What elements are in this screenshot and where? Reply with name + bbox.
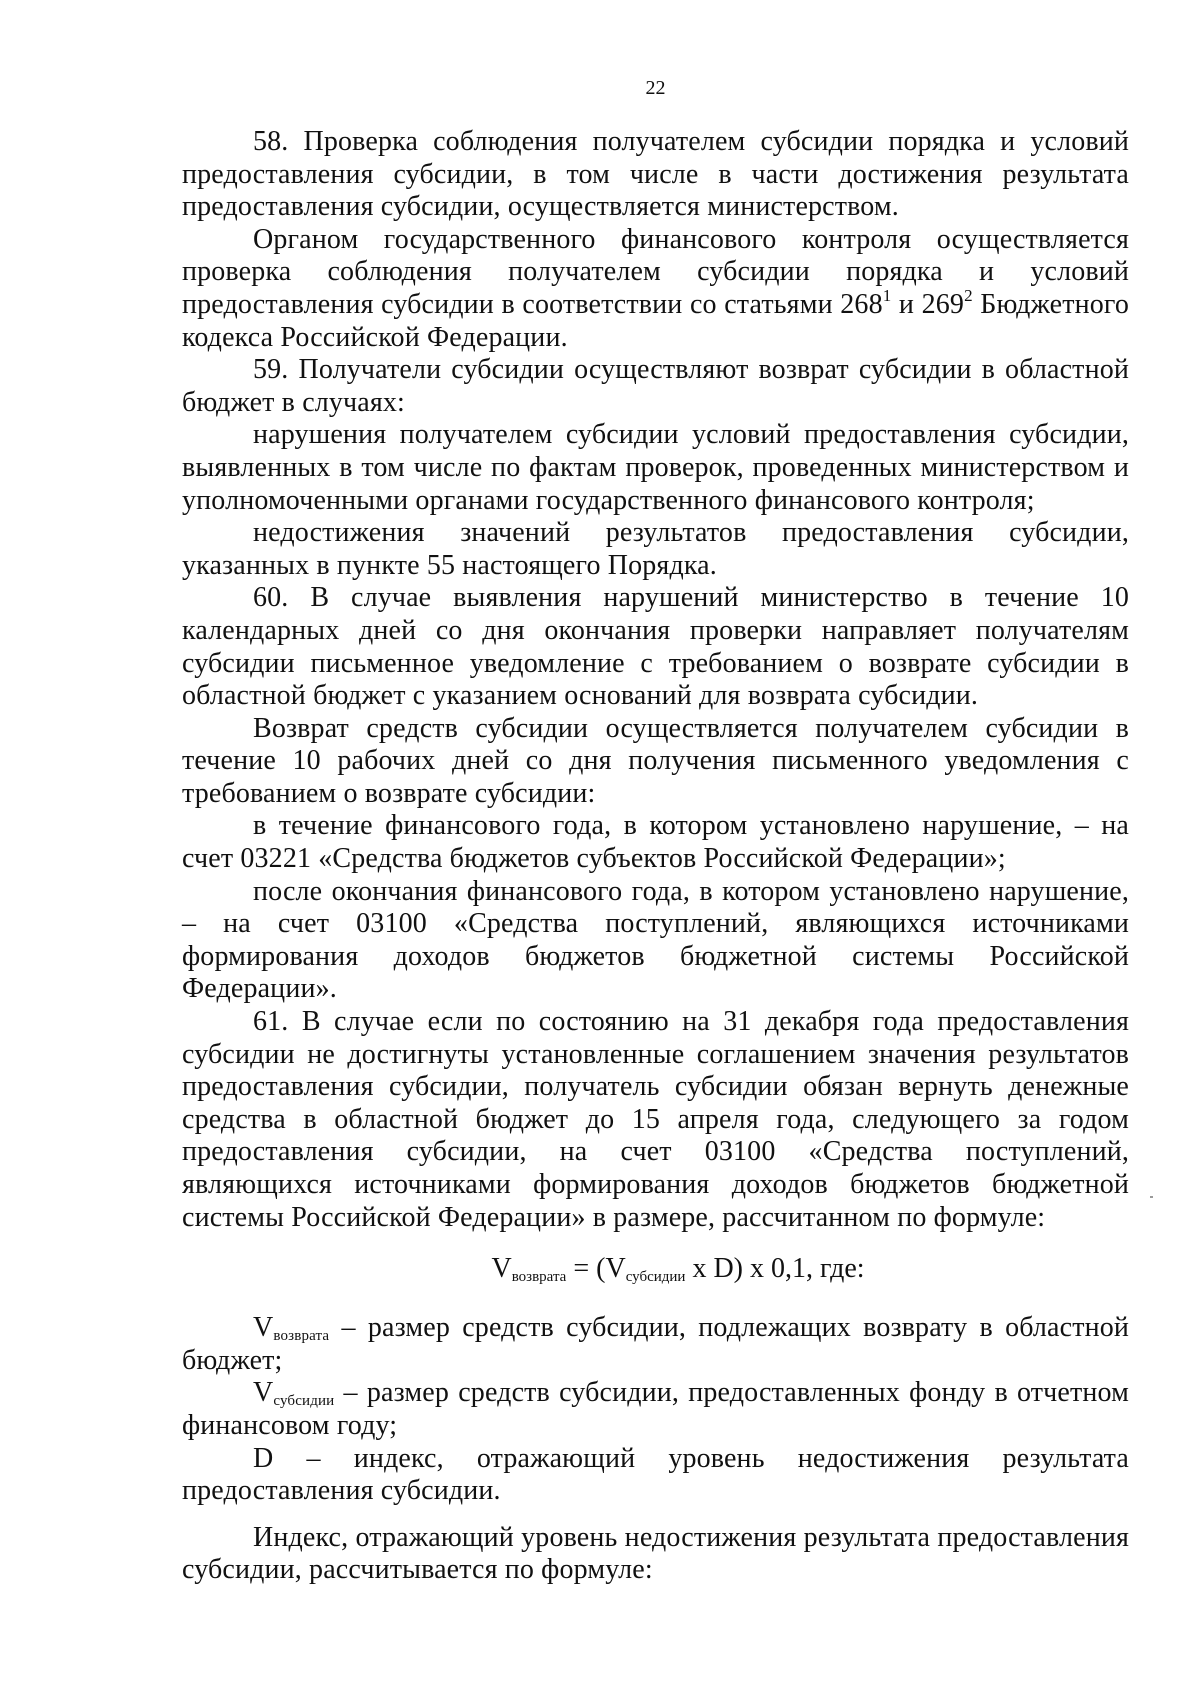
definition-v-return-symbol: V [253, 1312, 274, 1344]
paragraph-58: 58. Проверка соблюдения получателем субсидии порядка и условий предоставления субсидии, в том числе в части достижения результата предоставления субсидии, осуществляется министерством. [182, 126, 1129, 223]
superscript-2: 2 [964, 285, 973, 305]
paragraph-60-return: Возврат средств субсидии осуществляется получателем субсидии в течение 10 рабочих дней со дня получения письменного уведомления с требованием о возврате субсидии: [182, 712, 1129, 809]
paragraph-59: 59. Получатели субсидии осуществляют возврат субсидии в областной бюджет в случаях: [182, 354, 1129, 418]
definition-v-subsidy-text: – размер средств субсидии, предоставленных фонду в отчетном финансовом году; [182, 1377, 1129, 1441]
definition-index-d: D – индекс, отражающий уровень недостижения результата предоставления субсидии. [182, 1442, 1129, 1507]
paragraph-59-case-nonachievement: недостижения значений результатов предоставления субсидии, указанных в пункте 55 настоящего Порядка. [182, 517, 1129, 581]
formula-v-subsidy-subscript: субсидии [625, 1269, 686, 1286]
formula-equals: = (V [566, 1253, 626, 1285]
paragraph-59-case-violation: нарушения получателем субсидии условий предоставления субсидии, выявленных в том числе по фактам проверок, проведенных министерством и уполномоченными органами государственного финансового контроля; [182, 419, 1129, 516]
paragraph-index-formula-intro: Индекс, отражающий уровень недостижения результата предоставления субсидии, рассчитывается по формуле: [182, 1521, 1129, 1586]
paragraph-61: 61. В случае если по состоянию на 31 декабря года предоставления субсидии не достигнуты установленные соглашением значения результатов предоставления субсидии, получатель субсидии обязан вернуть денежные средства в областной бюджет до 15 апреля года, следующего за годом предоставления субсидии, на счет 03100 «Средства поступлений, являющихся источниками формирования доходов бюджетов бюджетной системы Российской Федерации» в размере, рассчитанном по формуле: [182, 1006, 1129, 1233]
formula-rest: x D) x 0,1, где: [685, 1253, 865, 1285]
paragraph-60-current-year-account: в течение финансового года, в котором установлено нарушение, – на счет 03221 «Средства бюджетов субъектов Российской Федерации»; [182, 810, 1129, 875]
superscript-1: 1 [882, 285, 892, 305]
paragraph-58-control-text-before: Органом государственного финансового контроля осуществляется проверка соблюдения получателем субсидии порядка и условий предоставления субсидии в соответствии со статьями 268 [182, 223, 1129, 320]
definition-v-return [182, 1312, 1129, 1377]
return-formula [182, 1253, 1129, 1285]
paragraph-60-after-year-account: после окончания финансового года, в котором установлено нарушение, – на счет 03100 «Средства поступлений, являющихся источниками формирования доходов бюджетов бюджетной системы Российской Федерации». [182, 875, 1129, 1005]
paragraph-58-control [182, 224, 1129, 354]
definition-v-return-text: – размер средств субсидии, подлежащих возврату в областной бюджет; [182, 1312, 1129, 1376]
paragraph-58-control-text-middle: и 269 [891, 288, 965, 320]
paragraph-58-control-text-after: Бюджетного кодекса Российской Федерации. [182, 288, 1129, 353]
definition-v-subsidy-symbol: V [253, 1377, 274, 1409]
page-number: 22 [645, 77, 666, 99]
formula-v-return: V [491, 1253, 512, 1285]
definition-v-return-subscript: возврата [273, 1328, 330, 1345]
paragraph-60: 60. В случае выявления нарушений министерство в течение 10 календарных дней со дня окончания проверки направляет получателям субсидии письменное уведомление с требованием о возврате субсидии в областной бюджет с указанием оснований для возврата субсидии. [182, 582, 1129, 712]
formula-v-return-subscript: возврата [511, 1269, 567, 1286]
definition-v-subsidy [182, 1377, 1129, 1442]
definition-v-subsidy-subscript: субсидии [273, 1393, 335, 1410]
scan-speck [1150, 1196, 1153, 1198]
document-body [182, 126, 1129, 1587]
